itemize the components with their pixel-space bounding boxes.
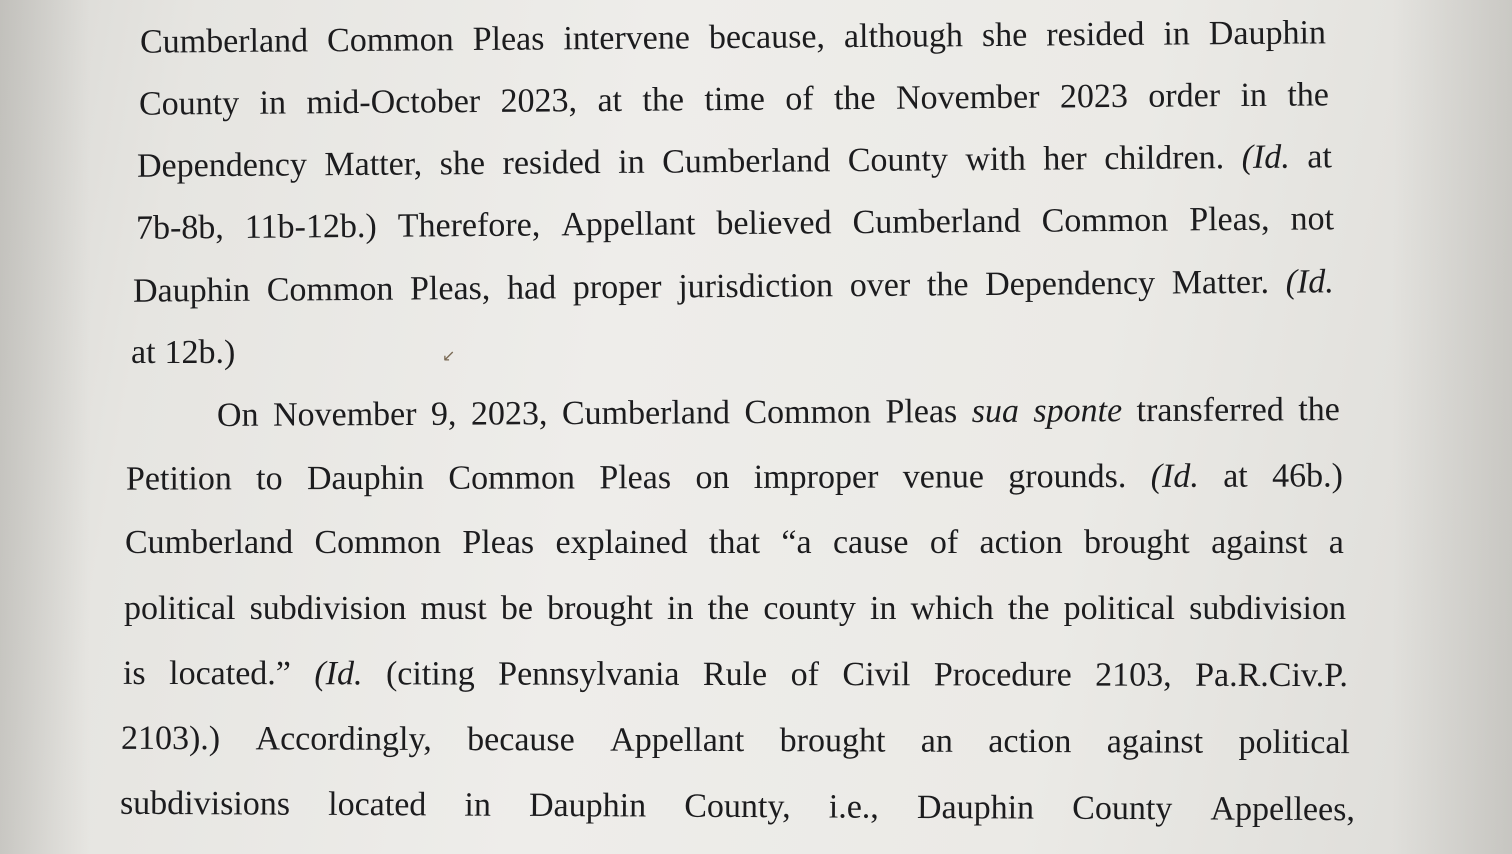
word: Cumberland	[139, 22, 309, 61]
word: action	[988, 722, 1072, 761]
word: that	[709, 524, 761, 561]
word: 9,	[430, 395, 457, 433]
word: on	[695, 459, 730, 497]
word: Accordingly,	[255, 720, 432, 758]
word: located.”	[169, 655, 291, 693]
word: not	[1290, 200, 1335, 238]
word: (citing	[385, 655, 475, 693]
word: (Id.	[1150, 457, 1199, 495]
word: must	[420, 590, 487, 627]
word: Rule	[702, 655, 768, 694]
word: Petition	[125, 460, 232, 498]
word: Pennsylvania	[498, 655, 680, 693]
word: Common	[744, 393, 872, 432]
word: in	[618, 143, 645, 181]
text-line	[137, 137, 1332, 186]
word: Pa.R.Civ.P.	[1195, 656, 1348, 695]
word: 2023,	[500, 82, 578, 120]
word: Cumberland	[852, 202, 1021, 242]
word: 7b-8b,	[135, 209, 224, 247]
word: a	[1328, 524, 1344, 561]
word: at	[131, 334, 156, 371]
word: jurisdiction	[678, 267, 834, 306]
word: Pleas	[472, 20, 545, 59]
word: brought	[779, 722, 886, 760]
text-line	[126, 456, 1343, 499]
word: Common	[448, 459, 576, 497]
text-line	[124, 589, 1346, 629]
word: Matter,	[324, 145, 423, 184]
word: in	[1240, 76, 1268, 115]
word: is	[122, 654, 146, 692]
text-line	[140, 13, 1326, 62]
word: (Id.	[1241, 138, 1290, 177]
word: i.e.,	[828, 788, 879, 826]
word: resided	[502, 144, 601, 182]
word: believed	[716, 204, 832, 243]
word: November	[272, 395, 417, 434]
word: action	[979, 524, 1063, 561]
text-line	[123, 654, 1348, 696]
word: Common	[314, 524, 442, 561]
word: she	[439, 144, 486, 183]
word: 2023	[1059, 77, 1129, 116]
word: in	[259, 84, 287, 122]
word: county	[763, 590, 856, 627]
pen-mark: ↙	[442, 346, 456, 365]
text-line	[136, 199, 1334, 248]
word: 12b.)	[164, 334, 236, 371]
word: County	[1072, 789, 1173, 828]
word: the	[926, 266, 969, 304]
word: Cumberland	[561, 394, 731, 433]
word: intervene	[563, 19, 691, 58]
word: County,	[684, 787, 791, 826]
word: Common	[266, 270, 394, 309]
text-line	[131, 333, 244, 373]
word: (Id.	[314, 655, 363, 693]
word: political	[1063, 590, 1176, 627]
word: Appellees,	[1210, 790, 1355, 829]
word: the	[1007, 590, 1050, 627]
word: Procedure	[933, 656, 1072, 694]
word: located	[328, 785, 427, 824]
word: mid-October	[306, 82, 481, 122]
word: of	[785, 80, 814, 118]
word: political	[1238, 723, 1350, 762]
word: venue	[902, 458, 984, 496]
word: Civil	[842, 656, 911, 694]
word: the	[707, 590, 750, 627]
word: of	[929, 524, 959, 561]
word: 2103).)	[120, 719, 221, 758]
word: Dauphin	[1208, 14, 1327, 53]
word: with	[965, 140, 1026, 179]
word: Cumberland	[125, 524, 294, 561]
word: Appellant	[610, 721, 745, 760]
word: in	[667, 590, 694, 627]
word: Common	[326, 21, 454, 60]
text-line	[120, 784, 1355, 830]
word: grounds.	[1008, 457, 1127, 496]
word: time	[704, 80, 765, 119]
word: in	[870, 590, 897, 627]
word: an	[920, 722, 953, 760]
word: the	[642, 81, 685, 119]
word: she	[981, 16, 1028, 55]
word: On	[216, 396, 259, 434]
word: against	[1211, 524, 1308, 561]
word: against	[1106, 723, 1204, 761]
text-line	[125, 523, 1344, 563]
word: Pleas,	[1189, 200, 1270, 239]
word: because	[467, 721, 575, 759]
word: County	[847, 141, 949, 180]
word: 2103,	[1095, 656, 1172, 694]
word: subdivisions	[119, 784, 291, 823]
word: brought	[1083, 524, 1190, 561]
text-line	[139, 75, 1329, 124]
word: in	[464, 786, 492, 824]
word: 2023,	[470, 395, 548, 433]
word: County	[138, 84, 240, 123]
word: because,	[708, 18, 826, 57]
word: Appellant	[561, 205, 696, 244]
word: of	[790, 656, 819, 694]
word: at	[1223, 457, 1248, 495]
word: had	[506, 269, 557, 307]
word: order	[1148, 77, 1221, 115]
text-line	[133, 262, 1334, 311]
word: children.	[1104, 139, 1225, 178]
word: at	[1307, 138, 1332, 176]
word: Pleas	[462, 524, 535, 561]
word: transferred	[1136, 391, 1284, 430]
word: “a	[781, 524, 812, 561]
word: which	[910, 590, 994, 627]
word: 46b.)	[1272, 457, 1343, 495]
word: Matter.	[1171, 263, 1270, 302]
left-shadow	[0, 0, 90, 854]
text-line	[121, 719, 1350, 763]
word: subdivision	[1189, 590, 1346, 627]
word: Dependency	[136, 146, 308, 185]
word: brought	[547, 590, 653, 627]
word: political	[124, 590, 236, 627]
word: to	[256, 460, 283, 498]
word: November	[895, 78, 1040, 117]
word: in	[1163, 15, 1191, 53]
word: the	[1287, 76, 1330, 114]
word: Dauphin	[916, 788, 1035, 827]
text-line	[217, 390, 1340, 436]
word: Dependency	[984, 264, 1156, 304]
word: at	[597, 81, 623, 120]
word: explained	[555, 524, 688, 561]
word: over	[849, 266, 911, 305]
word: cause	[832, 524, 909, 561]
word: sponte	[1033, 392, 1123, 430]
word: 11b-12b.)	[244, 207, 377, 246]
word: Dauphin	[132, 271, 251, 310]
word: the	[833, 79, 876, 118]
word: Cumberland	[662, 142, 831, 181]
word: proper	[572, 268, 662, 307]
word: (Id.	[1285, 263, 1334, 301]
word: subdivision	[249, 590, 407, 627]
word: resided	[1046, 15, 1145, 54]
word: sua	[971, 392, 1020, 430]
word: Pleas	[885, 393, 958, 431]
word: Dauphin	[528, 786, 647, 825]
word: be	[500, 590, 533, 627]
word: her	[1043, 140, 1087, 178]
word: Pleas	[599, 459, 672, 497]
word: improper	[753, 458, 879, 496]
word: the	[1298, 391, 1340, 429]
word: Pleas,	[409, 269, 491, 308]
word: although	[843, 17, 964, 56]
right-shadow	[1392, 0, 1512, 854]
word: Common	[1041, 201, 1169, 240]
word: Therefore,	[397, 206, 541, 245]
word: Dauphin	[306, 459, 425, 498]
